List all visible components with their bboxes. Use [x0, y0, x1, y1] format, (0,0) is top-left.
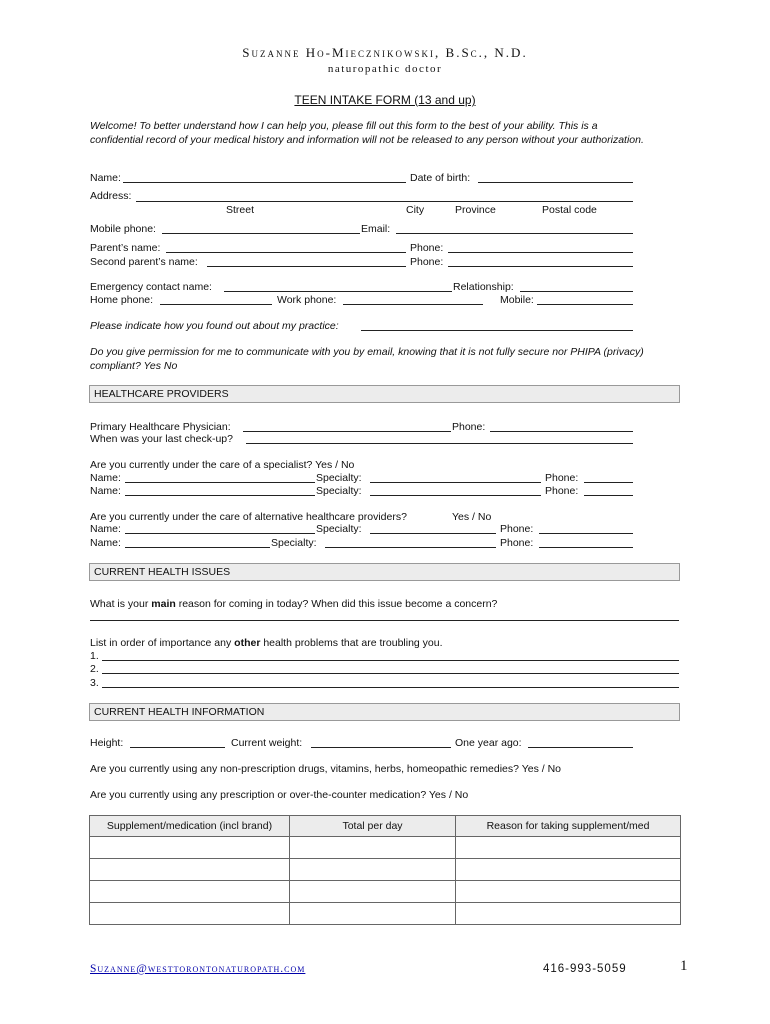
specialist-specialty-label: Specialty: [316, 472, 362, 484]
primary-physician-field[interactable] [243, 431, 451, 432]
dob-label: Date of birth: [410, 172, 471, 184]
table-row [90, 881, 681, 903]
supplement-table [89, 815, 681, 925]
table-cell[interactable] [290, 859, 456, 881]
alt-name-label: Name: [90, 523, 121, 535]
parent-field[interactable] [166, 252, 406, 253]
weight-field[interactable] [311, 747, 451, 748]
footer-email-link[interactable]: Suzanne@westtorontonaturopath.com [90, 963, 306, 975]
table-cell[interactable] [290, 837, 456, 859]
home-phone-field[interactable] [160, 304, 272, 305]
name-field[interactable] [123, 182, 406, 183]
problem-1-field[interactable] [102, 660, 679, 661]
specialist-phone-label: Phone: [545, 485, 579, 497]
alt-specialty-label: Specialty: [271, 537, 317, 549]
relationship-label: Relationship: [453, 281, 514, 293]
form-title: TEEN INTAKE FORM (13 and up) [294, 93, 476, 107]
street-caption: Street [226, 204, 255, 216]
alt-phone-field[interactable] [539, 547, 633, 548]
specialist-name-field[interactable] [125, 482, 315, 483]
table-cell[interactable] [90, 859, 290, 881]
table-row [90, 903, 681, 925]
found-out-field[interactable] [361, 330, 633, 331]
specialist-question: Are you currently under the care of a specialist? Yes / No [90, 459, 355, 471]
main-reason-field[interactable] [90, 620, 679, 621]
mobile2-field[interactable] [537, 304, 633, 305]
city-caption: City [406, 204, 425, 216]
prescription-question: Are you currently using any prescription or over-the-counter medication? Yes / No [90, 789, 469, 801]
name-label: Name: [90, 172, 121, 184]
section-current-health-issues: CURRENT HEALTH ISSUES [89, 563, 680, 581]
email-permission-question: Do you give permission for me to communicate with you by email, knowing that it is not fully secure nor PHIPA (privacy) compliant? Yes No [90, 346, 644, 372]
other-problems-question: List in order of importance any other health problems that are troubling you. [90, 637, 443, 649]
address-label: Address: [90, 190, 132, 202]
problem-number-2: 2. [90, 663, 99, 675]
intro-text: Welcome! To better understand how I can help you, please fill out this form to the best of your ability. This is a confidential record of your medical history and information will not be released to any person without your authorization. [90, 120, 644, 146]
specialist-name-label: Name: [90, 472, 121, 484]
specialist-name-field[interactable] [125, 495, 315, 496]
checkup-label: When was your last check-up? [90, 433, 233, 445]
postal-caption: Postal code [542, 204, 597, 216]
address-field[interactable] [136, 201, 633, 202]
table-cell[interactable] [290, 881, 456, 903]
alt-name-label: Name: [90, 537, 121, 549]
page-number: 1 [680, 958, 688, 974]
mobile-field[interactable] [162, 233, 360, 234]
mobile-label: Mobile phone: [90, 223, 156, 235]
primary-phone-label: Phone: [452, 421, 486, 433]
specialist-specialty-field[interactable] [370, 482, 541, 483]
specialist-phone-field[interactable] [584, 482, 633, 483]
doctor-name: Suzanne Ho-Miecznikowski, B.Sc., N.D. [242, 45, 528, 60]
mobile2-label: Mobile: [500, 294, 534, 306]
table-row [90, 859, 681, 881]
table-row [90, 837, 681, 859]
emergency-label: Emergency contact name: [90, 281, 212, 293]
doctor-title: naturopathic doctor [327, 63, 443, 75]
relationship-field[interactable] [520, 291, 633, 292]
table-header: Supplement/medication (incl brand) [90, 816, 290, 837]
specialist-specialty-label: Specialty: [316, 485, 362, 497]
table-header: Reason for taking supplement/med [456, 816, 681, 837]
section-current-health-information: CURRENT HEALTH INFORMATION [89, 703, 680, 721]
specialist-name-label: Name: [90, 485, 121, 497]
alt-provider-yes-no: Yes / No [452, 511, 492, 523]
emergency-field[interactable] [224, 291, 452, 292]
primary-phone-field[interactable] [490, 431, 633, 432]
parent-phone-field[interactable] [448, 252, 633, 253]
specialist-phone-field[interactable] [584, 495, 633, 496]
alt-phone-label: Phone: [500, 537, 534, 549]
height-label: Height: [90, 737, 124, 749]
alt-provider-question: Are you currently under the care of alternative healthcare providers? [90, 511, 407, 523]
problem-number-3: 3. [90, 677, 99, 689]
problem-2-field[interactable] [102, 673, 679, 674]
email-field[interactable] [396, 233, 633, 234]
alt-specialty-field[interactable] [370, 533, 496, 534]
alt-specialty-label: Specialty: [316, 523, 362, 535]
second-parent-phone-field[interactable] [448, 266, 633, 267]
table-cell[interactable] [456, 903, 681, 925]
alt-phone-field[interactable] [539, 533, 633, 534]
non-prescription-question: Are you currently using any non-prescription drugs, vitamins, herbs, homeopathic remedies? Yes / No [90, 763, 561, 775]
problem-number-1: 1. [90, 650, 99, 662]
primary-physician-label: Primary Healthcare Physician: [90, 421, 231, 433]
table-cell[interactable] [456, 859, 681, 881]
alt-name-field[interactable] [125, 547, 270, 548]
work-phone-label: Work phone: [277, 294, 337, 306]
footer-phone: 416-993-5059 [543, 963, 627, 975]
table-cell[interactable] [90, 881, 290, 903]
table-cell[interactable] [90, 837, 290, 859]
table-cell[interactable] [290, 903, 456, 925]
province-caption: Province [455, 204, 496, 216]
email-label: Email: [361, 223, 391, 235]
checkup-field[interactable] [246, 443, 633, 444]
parent-label: Parent’s name: [90, 242, 161, 254]
table-cell[interactable] [456, 881, 681, 903]
alt-phone-label: Phone: [500, 523, 534, 535]
parent-phone-label: Phone: [410, 242, 444, 254]
second-parent-phone-label: Phone: [410, 256, 444, 268]
table-header: Total per day [290, 816, 456, 837]
main-reason-question: What is your main reason for coming in today? When did this issue become a concern? [90, 598, 498, 610]
table-cell[interactable] [456, 837, 681, 859]
section-healthcare-providers: HEALTHCARE PROVIDERS [89, 385, 680, 403]
dob-field[interactable] [478, 182, 633, 183]
found-out-label: Please indicate how you found out about my practice: [90, 320, 339, 332]
second-parent-field[interactable] [207, 266, 406, 267]
weight-label: Current weight: [231, 737, 303, 749]
home-phone-label: Home phone: [90, 294, 154, 306]
second-parent-label: Second parent’s name: [90, 256, 198, 268]
work-phone-field[interactable] [343, 304, 483, 305]
alt-specialty-field[interactable] [325, 547, 496, 548]
alt-name-field[interactable] [125, 533, 315, 534]
year-ago-label: One year ago: [455, 737, 522, 749]
problem-3-field[interactable] [102, 687, 679, 688]
specialist-specialty-field[interactable] [370, 495, 541, 496]
specialist-phone-label: Phone: [545, 472, 579, 484]
height-field[interactable] [130, 747, 225, 748]
table-cell[interactable] [90, 903, 290, 925]
year-ago-field[interactable] [528, 747, 633, 748]
